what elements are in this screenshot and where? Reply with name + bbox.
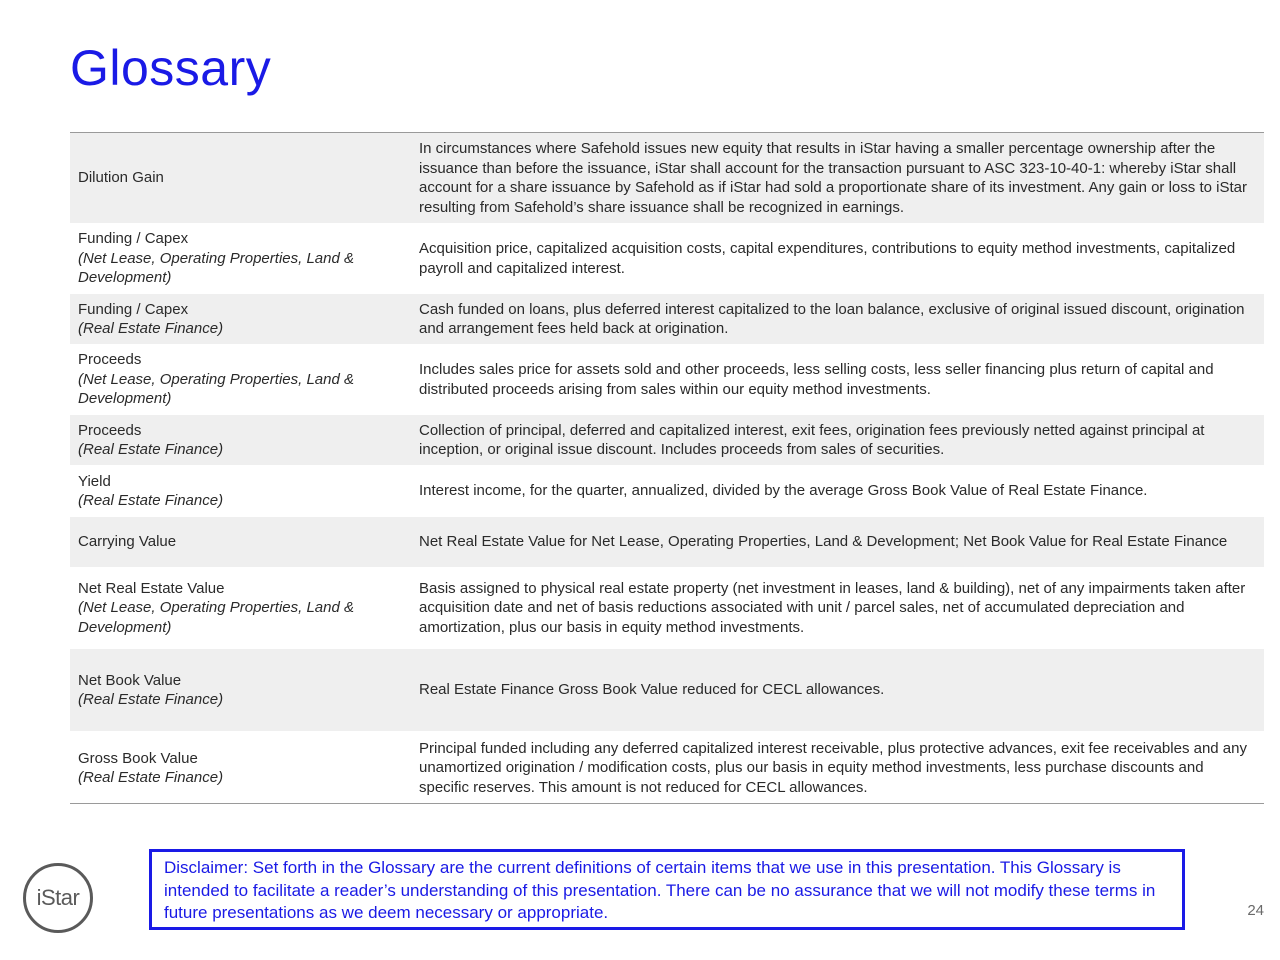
term-cell (70, 671, 411, 710)
term-name: Funding / Capex (78, 300, 189, 318)
definition-cell: In circumstances where Safehold issues new equity that results in iStar having a smaller percentage ownership after the issuance than before the issuance, iStar shall account for the transaction pursuant to ASC 323-10-40-1: whereby iStar shall account for a share issuance by Safehold as if iStar had sold a proportionate share of its investment. Any gain or loss to iStar resulting from Safehold’s share issuance shall be recognized in earnings. (419, 140, 1247, 216)
glossary-table (70, 132, 1264, 804)
term-name: Yield (78, 472, 111, 490)
definition-cell: Acquisition price, capitalized acquisition costs, capital expenditures, contributions to equity method investments, capitalized payroll and capitalized interest. (419, 240, 1236, 277)
definition-cell: Basis assigned to physical real estate property (net investment in leases, land & building), net of any impairments taken after acquisition date and net of basis reductions associated with unit / parcel sales, net of accumulated depreciation and amortization, plus our basis in equity method investments. (419, 579, 1246, 636)
definition-cell: Real Estate Finance Gross Book Value reduced for CECL allowances. (419, 681, 885, 699)
definition-cell: Interest income, for the quarter, annualized, divided by the average Gross Book Value of Real Estate Finance. (419, 482, 1148, 500)
disclaimer-box: Disclaimer: Set forth in the Glossary are the current definitions of certain items that we use in this presentation. This Glossary is intended to facilitate a reader’s understanding of this presentation. There can be no assurance that we will not modify these terms in future presentations as we deem necessary or appropriate. (149, 849, 1185, 930)
definition-cell: Net Real Estate Value for Net Lease, Operating Properties, Land & Development; Net Book Value for Real Estate Finance (419, 533, 1228, 551)
term-name: Dilution Gain (78, 169, 164, 187)
definition-cell: Cash funded on loans, plus deferred interest capitalized to the loan balance, exclusive of original issued discount, origination and arrangement fees held back at origination. (419, 300, 1245, 337)
table-row (70, 733, 1264, 803)
term-name: Proceeds (78, 421, 142, 439)
definition-cell: Principal funded including any deferred capitalized interest receivable, plus protective advances, exit fee receivables and any unamortized origination / modification costs, plus our basis in equity method investments, less purchase discounts and specific reserves. This amount is not reduced for CECL allowances. (419, 739, 1247, 796)
page-number: 24 (1247, 902, 1264, 919)
term-name: Gross Book Value (78, 749, 198, 767)
term-scope: (Net Lease, Operating Properties, Land & Development) (78, 249, 354, 287)
table-row (70, 294, 1264, 346)
term-name: Carrying Value (78, 533, 177, 551)
term-scope: (Real Estate Finance) (78, 492, 224, 509)
istar-logo: iStar (23, 863, 93, 933)
definition-cell: Includes sales price for assets sold and other proceeds, less selling costs, less seller financing plus return of capital and distributed proceeds arising from sales within our equity method investments. (419, 361, 1214, 398)
term-name: Net Book Value (78, 671, 182, 689)
term-scope: (Real Estate Finance) (78, 769, 224, 786)
term-scope: (Real Estate Finance) (78, 320, 224, 337)
table-row (70, 346, 1264, 415)
term-name: Proceeds (78, 351, 142, 369)
term-cell (70, 229, 411, 288)
term-cell (70, 350, 411, 409)
table-row (70, 415, 1264, 467)
term-cell (70, 421, 411, 460)
table-row (70, 467, 1264, 517)
table-row (70, 133, 1264, 225)
term-scope: (Real Estate Finance) (78, 691, 224, 708)
table-row (70, 517, 1264, 569)
term-cell (70, 300, 411, 339)
table-row (70, 649, 1264, 733)
term-cell (70, 532, 411, 552)
page-title: Glossary (70, 40, 272, 96)
term-name: Net Real Estate Value (78, 579, 225, 597)
term-cell (70, 168, 411, 188)
term-scope: (Real Estate Finance) (78, 441, 224, 458)
term-cell (70, 472, 411, 511)
term-cell (70, 749, 411, 788)
table-row (70, 569, 1264, 649)
term-scope: (Net Lease, Operating Properties, Land & Development) (78, 599, 354, 636)
term-scope: (Net Lease, Operating Properties, Land & Development) (78, 370, 354, 408)
term-name: Funding / Capex (78, 230, 189, 248)
table-row (70, 225, 1264, 294)
definition-cell: Collection of principal, deferred and capitalized interest, exit fees, origination fees previously netted against principal at inception, or original issue discount. Includes proceeds from sales of securities. (419, 421, 1205, 458)
term-cell (70, 579, 411, 638)
